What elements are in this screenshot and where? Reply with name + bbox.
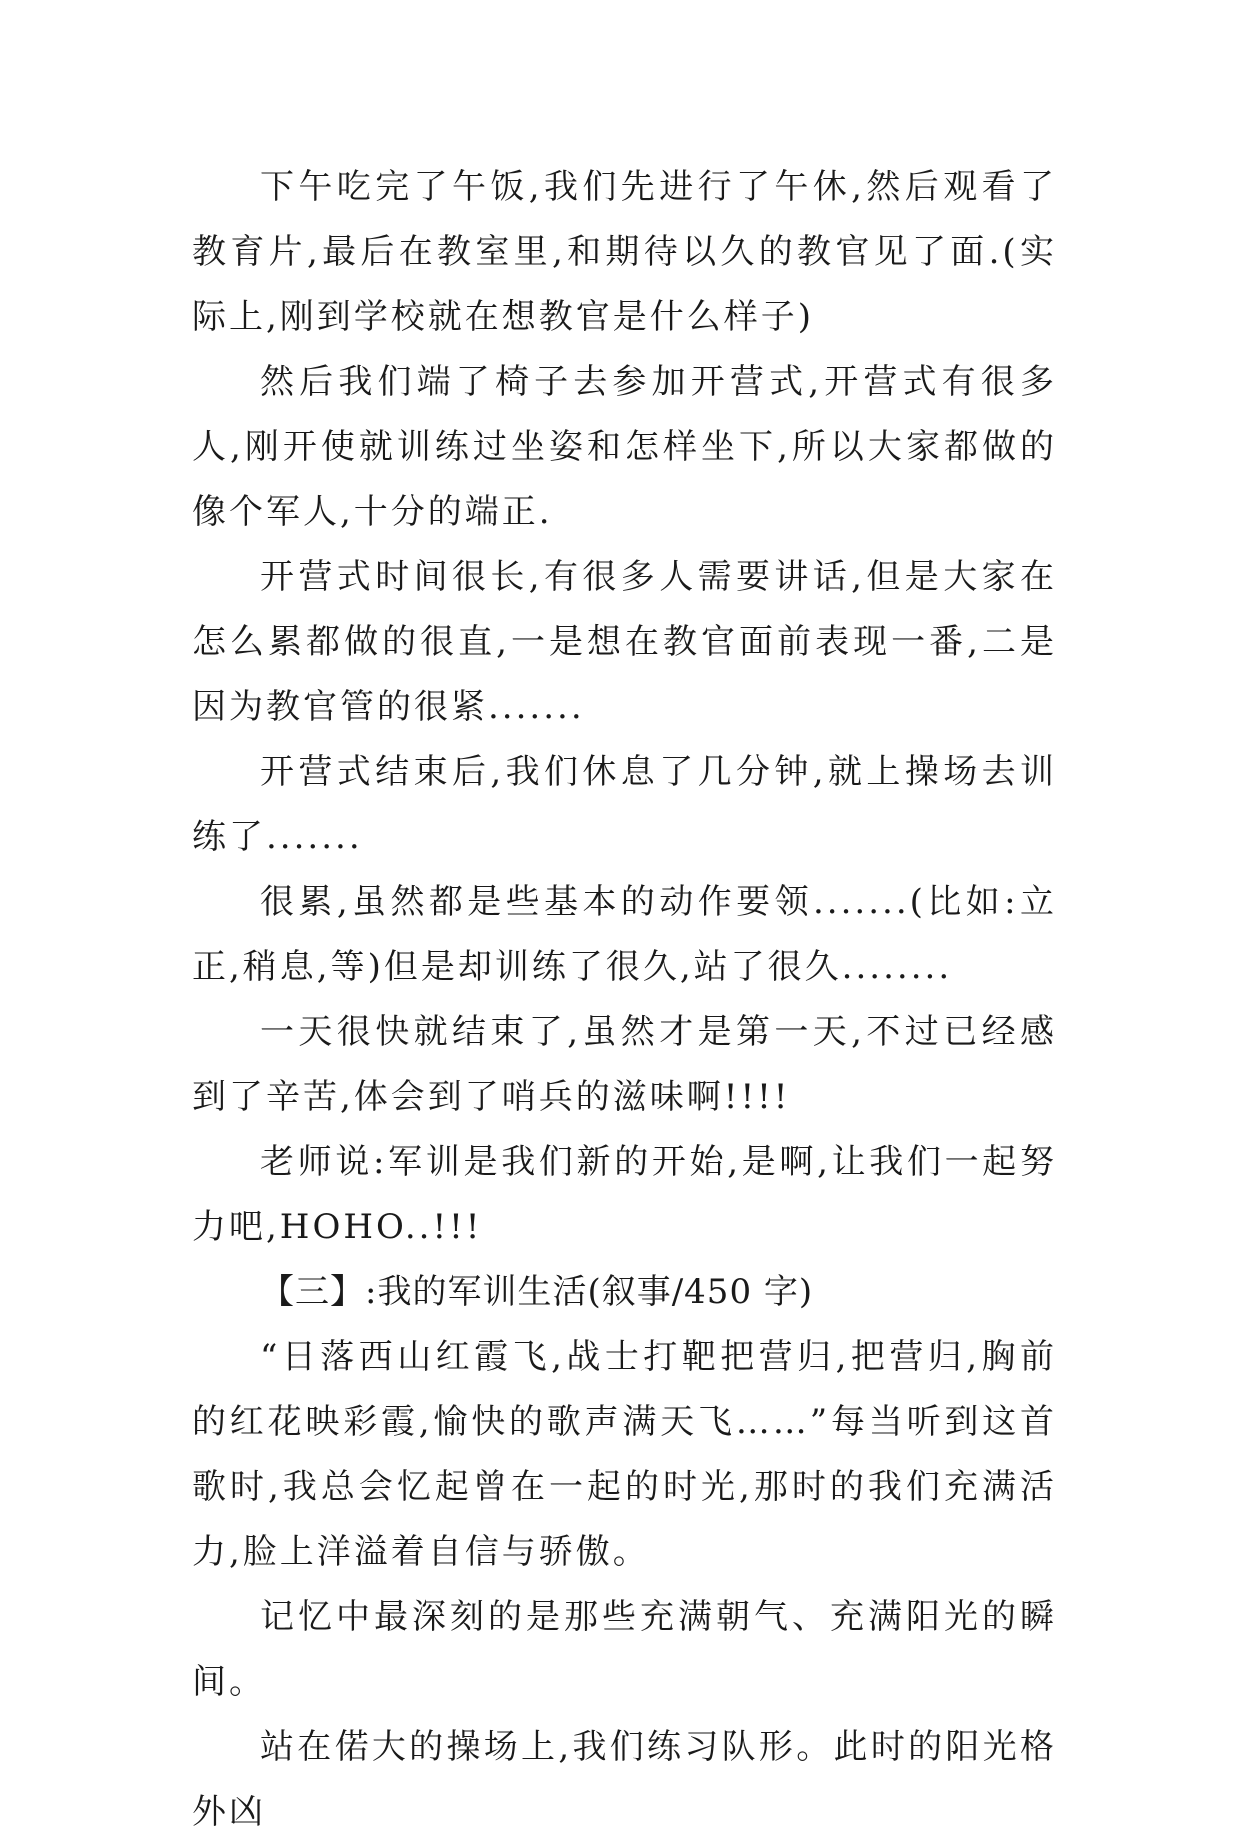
paragraph: 下午吃完了午饭,我们先进行了午休,然后观看了教育片,最后在教室里,和期待以久的教官见了面.(实际上,刚到学校就在想教官是什么样子) xyxy=(192,167,1057,337)
document-body xyxy=(192,155,1057,1845)
paragraph: 很累,虽然都是些基本的动作要领.......(比如:立正,稍息,等)但是却训练了很久,站了很久........ xyxy=(192,882,1057,987)
paragraph: “日落西山红霞飞,战士打靶把营归,把营归,胸前的红花映彩霞,愉快的歌声满天飞……”每当听到这首歌时,我总会忆起曾在一起的时光,那时的我们充满活力,脸上洋溢着自信与骄傲。 xyxy=(192,1337,1057,1572)
paragraph: 开营式结束后,我们休息了几分钟,就上操场去训练了....... xyxy=(192,752,1057,857)
paragraph: 然后我们端了椅子去参加开营式,开营式有很多人,刚开使就训练过坐姿和怎样坐下,所以大家都做的像个军人,十分的端正. xyxy=(192,362,1057,532)
paragraph: 老师说:军训是我们新的开始,是啊,让我们一起努力吧,HOHO..!!! xyxy=(192,1142,1057,1247)
paragraph: 一天很快就结束了,虽然才是第一天,不过已经感到了辛苦,体会到了哨兵的滋味啊!!!! xyxy=(192,1012,1057,1117)
section-heading: 【三】:我的军训生活(叙事/450 字) xyxy=(260,1272,814,1312)
paragraph: 开营式时间很长,有很多人需要讲话,但是大家在怎么累都做的很直,一是想在教官面前表现一番,二是因为教官管的很紧....... xyxy=(192,557,1057,727)
paragraph: 站在偌大的操场上,我们练习队形。此时的阳光格外凶 xyxy=(192,1727,1057,1832)
paragraph: 记忆中最深刻的是那些充满朝气、充满阳光的瞬间。 xyxy=(192,1597,1057,1702)
